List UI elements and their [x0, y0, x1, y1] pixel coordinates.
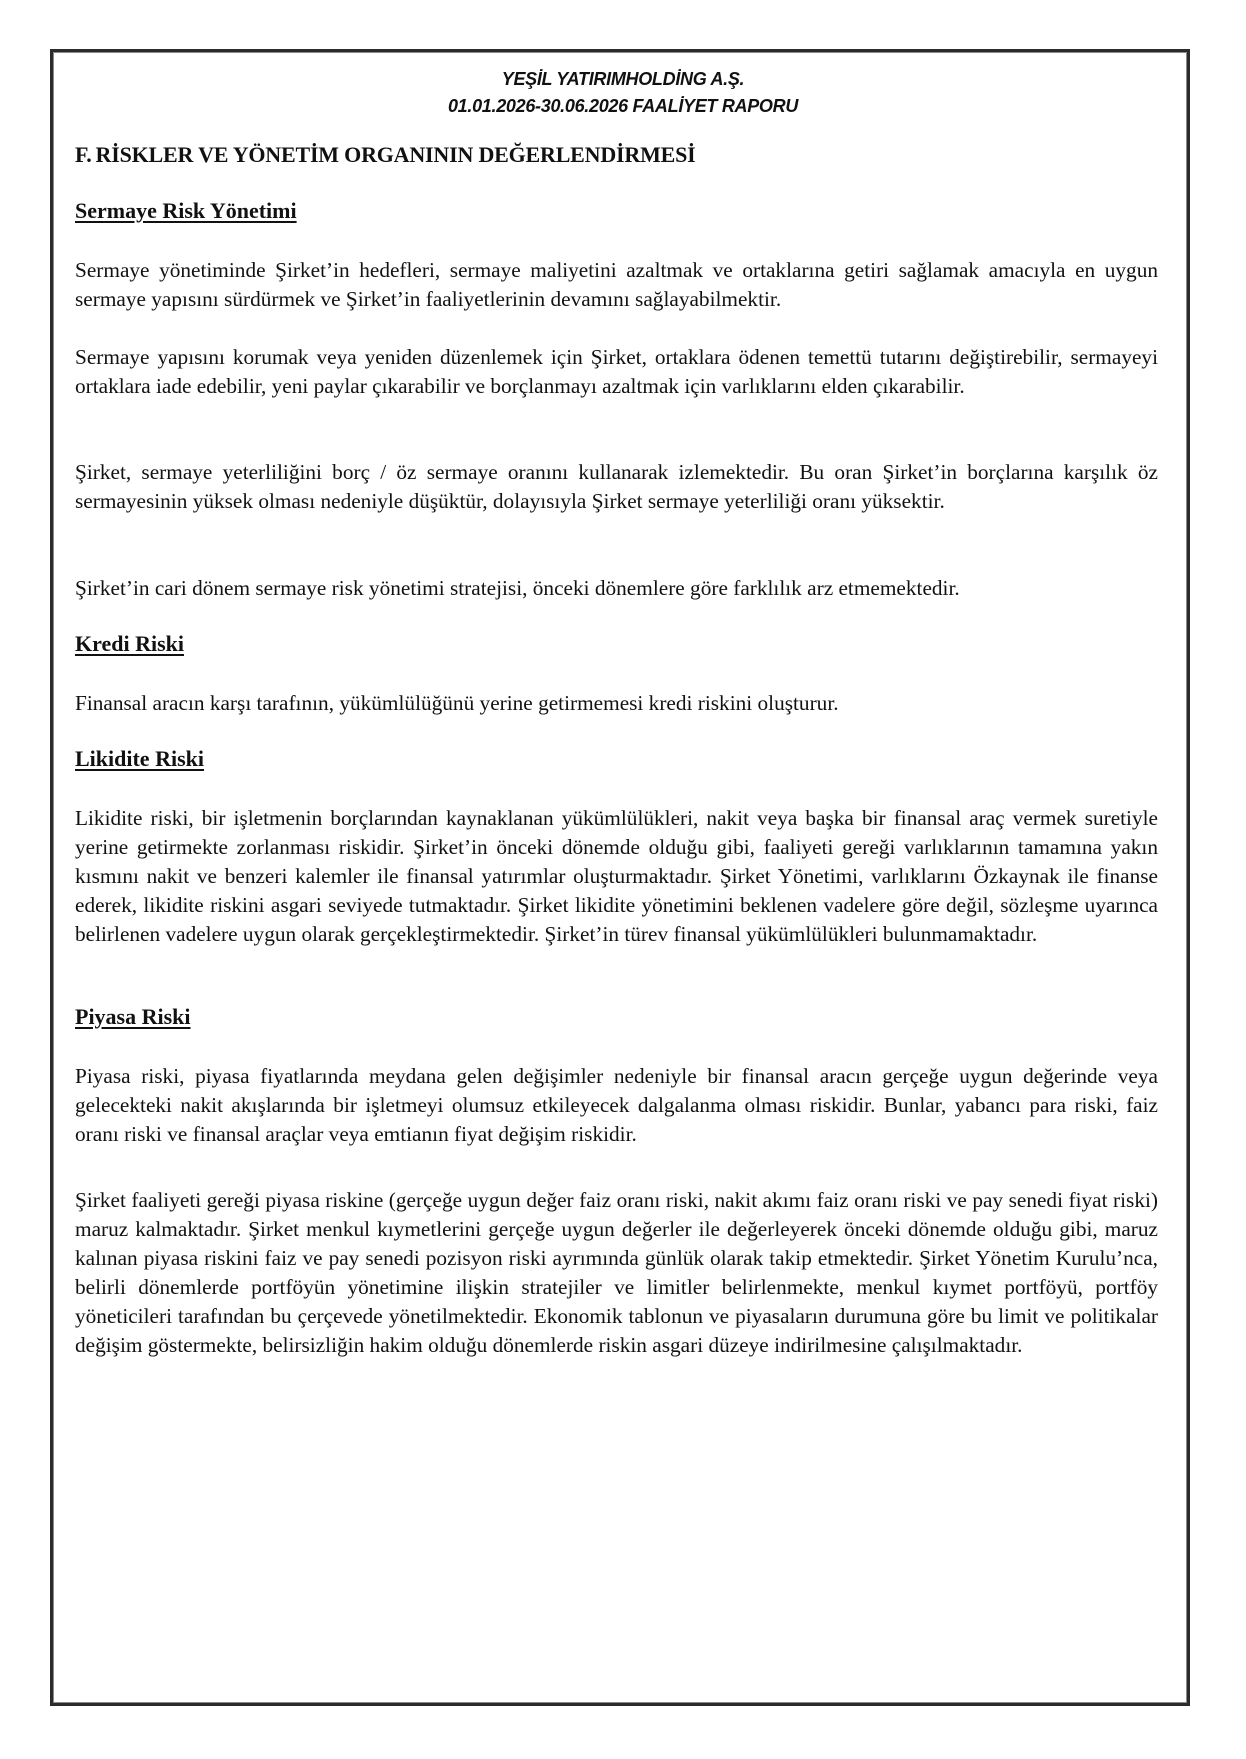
paragraph-sermaye-3: Şirket, sermaye yeterliliğini borç / öz sermaye oranını kullanarak izlemektedir. Bu oran Şirket’in borçlarına karşılık öz sermayesinin yüksek olması nedeniyle düşüktür, dolayısıyla Şirket sermaye yeterliliği oranı yüksektir.: [75, 460, 1158, 513]
paragraph-kredi-1: Finansal aracın karşı tarafının, yükümlülüğünü yerine getirmemesi kredi riskini oluşturur.: [75, 691, 839, 715]
paragraph-sermaye-4: Şirket’in cari dönem sermaye risk yönetimi stratejisi, önceki dönemlere göre farklılık arz etmemektedir.: [75, 576, 960, 600]
section-title-text: RİSKLER VE YÖNETİM ORGANININ DEĞERLENDİRMESİ: [95, 142, 696, 167]
heading-piyasa-riski: Piyasa Riski: [75, 1004, 191, 1029]
section-title: [75, 142, 696, 168]
paragraph-piyasa-1: Piyasa riski, piyasa fiyatlarında meydana gelen değişimler nedeniyle bir finansal aracın gerçeğe uygun değerinde veya gelecekteki nakit akışlarında bir işletmeyi olumsuz etkileyecek dalgalanma olması riskidir. Bunlar, yabancı para riski, faiz oranı riski ve finansal araçlar veya emtianın fiyat değişim riskidir.: [75, 1064, 1158, 1146]
company-name: YEŞİL YATIRIMHOLDİNG A.Ş.: [501, 69, 745, 89]
report-period: 01.01.2026-30.06.2026 FAALİYET RAPORU: [447, 96, 799, 116]
paragraph-sermaye-2: Sermaye yapısını korumak veya yeniden düzenlemek için Şirket, ortaklara ödenen temettü tutarını değiştirebilir, sermayeyi ortaklara iade edebilir, yeni paylar çıkarabilir ve borçlanmayı azaltmak için varlıklarını elden çıkarabilir.: [75, 345, 1158, 398]
heading-sermaye-risk: Sermaye Risk Yönetimi: [75, 198, 297, 223]
paragraph-sermaye-1: Sermaye yönetiminde Şirket’in hedefleri, sermaye maliyetini azaltmak ve ortaklarına getiri sağlamak amacıyla en uygun sermaye yapısını sürdürmek ve Şirket’in faaliyetlerinin devamını sağlayabilmektir.: [75, 258, 1158, 311]
heading-kredi-riski: Kredi Riski: [75, 631, 185, 656]
paragraph-piyasa-2: Şirket faaliyeti gereği piyasa riskine (gerçeğe uygun değer faiz oranı riski, nakit akımı faiz oranı riski ve pay senedi fiyat riski) maruz kalmaktadır. Şirket menkul kıymetlerini gerçeğe uygun değerler ile değerleyerek önceki dönemde olduğu gibi, maruz kalınan piyasa riskini faiz ve pay senedi pozisyon riski ayrımında günlük olarak takip etmektedir. Şirket Yönetim Kurulu’nca, belirli dönemlerde portföyün yönetimine ilişkin stratejiler ve limitler belirlenmekte, menkul kıymet portföyü, portföy yöneticileri tarafından bu çerçevede yönetilmektedir. Ekonomik tablonun ve piyasaların durumuna göre bu limit ve politikalar değişim göstermekte, belirsizliğin hakim olduğu dönemlerde riskin asgari düzeye indirilmesine çalışılmaktadır.: [75, 1188, 1158, 1357]
section-letter: F.: [75, 142, 92, 167]
heading-likidite-riski: Likidite Riski: [75, 746, 204, 771]
paragraph-likidite-1: Likidite riski, bir işletmenin borçlarından kaynaklanan yükümlülükleri, nakit veya başka bir finansal araç vermek suretiyle yerine getirmekte zorlanması riskidir. Şirket’in önceki dönemde olduğu gibi, faaliyeti gereği varlıklarının tamamına yakın kısmını nakit ve benzeri kalemler ile finansal yatırımlar oluşturmaktadır. Şirket Yönetimi, varlıklarını Özkaynak ile finanse ederek, likidite riskini asgari seviyede tutmaktadır. Şirket likidite yönetimini beklenen vadelere göre değil, sözleşme uyarınca belirlenen vadelere uygun olarak gerçekleştirmektedir. Şirket’in türev finansal yükümlülükleri bulunmamaktadır.: [75, 806, 1158, 946]
